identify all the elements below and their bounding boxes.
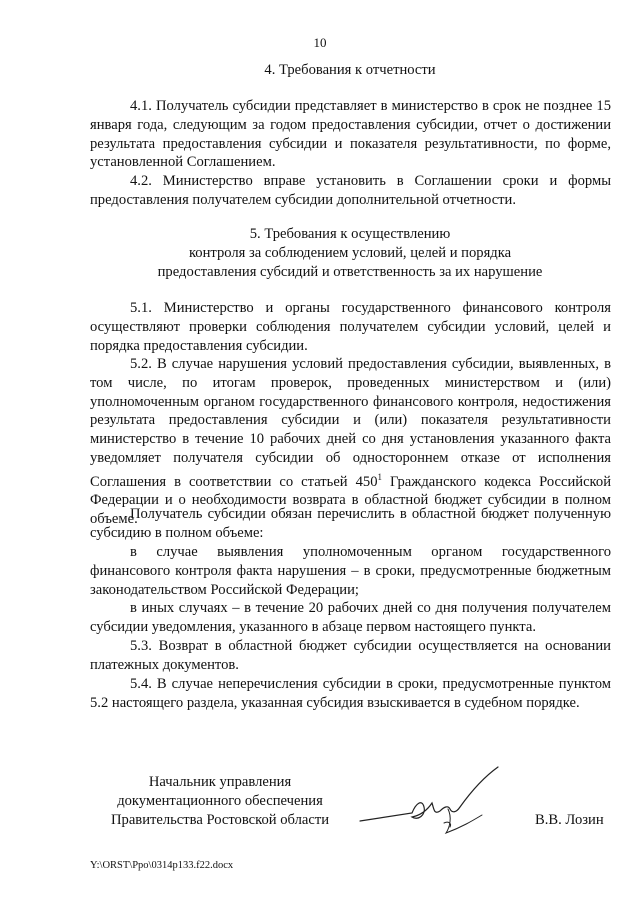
paragraph-5-2-text: 5.2. В случае нарушения условий предоставления субсидии, выявленных, в том числе, по итогам проверок, проведенных министерством и (или) уполномоченным органом государственного финансового контроля, недостижения результата предоставления субсидии и (или) показателя результативности министерство в течение 10 рабочих дней со дня установления указанного факта уведомляет получателя субсидии об одностороннем отказе от исполнения Соглашения в соответствии со статьей 450: [90, 356, 611, 490]
signatory-title-line3: Правительства Ростовской области: [110, 812, 330, 828]
signatory-name: В.В. Лозин: [535, 812, 604, 828]
signatory-title: [90, 773, 350, 830]
article-superscript: 1: [377, 471, 382, 482]
paragraph-5-4: 5.4. В случае неперечисления субсидии в сроки, предусмотренные пунктом 5.2 настоящего раздела, указанная субсидия взыскивается в судебном порядке.: [90, 676, 611, 711]
signatory-title-line2: документационного обеспечения: [117, 793, 323, 809]
section-5-heading-line2: контроля за соблюдением условий, целей и порядка: [188, 245, 512, 261]
paragraph-5-2-text-end: Гражданского кодекса Российской Федерации и о необходимости возврата в областной бюджет субсидии в полном объеме.: [90, 473, 612, 528]
paragraph-case-2: в иных случаях – в течение 20 рабочих дней со дня получения получателем субсидии уведомления, указанного в абзаце первом настоящего пункта.: [90, 600, 611, 635]
section-5-heading-line3: предоставления субсидий и ответственность за их нарушение: [157, 264, 543, 280]
section-4-heading: 4. Требования к отчетности: [264, 62, 436, 78]
paragraph-4-2: 4.2. Министерство вправе установить в Соглашении сроки и формы предоставления получателем субсидии дополнительной отчетности.: [90, 173, 611, 208]
handwritten-signature: [352, 763, 512, 843]
paragraph-5-3: 5.3. Возврат в областной бюджет субсидии осуществляется на основании платежных документов.: [90, 638, 611, 673]
paragraph-obligation: Получатель субсидии обязан перечислить в областной бюджет полученную субсидию в полном объеме:: [90, 506, 611, 541]
paragraph-5-1: 5.1. Министерство и органы государственного финансового контроля осуществляют проверки соблюдения получателем субсидии условий, целей и порядка предоставления субсидии.: [90, 300, 611, 354]
page-number: 10: [313, 35, 327, 50]
section-5-heading-line1: 5. Требования к осуществлению: [249, 226, 451, 242]
paragraph-case-1: в случае выявления уполномоченным органом государственного финансового контроля факта нарушения – в сроки, предусмотренные бюджетным законодательством Российской Федерации;: [90, 544, 611, 598]
signatory-title-line1: Начальник управления: [148, 774, 292, 790]
paragraph-4-1: 4.1. Получатель субсидии представляет в министерство в срок не позднее 15 января года, следующим за годом предоставления субсидии, отчет о достижении результата предоставления субсидии и показателя результативности, по форме, установленной Соглашением.: [90, 98, 611, 171]
file-path-footer: Y:\ORST\Ppo\0314p133.f22.docx: [90, 860, 234, 871]
paragraph-5-2: [90, 355, 611, 529]
